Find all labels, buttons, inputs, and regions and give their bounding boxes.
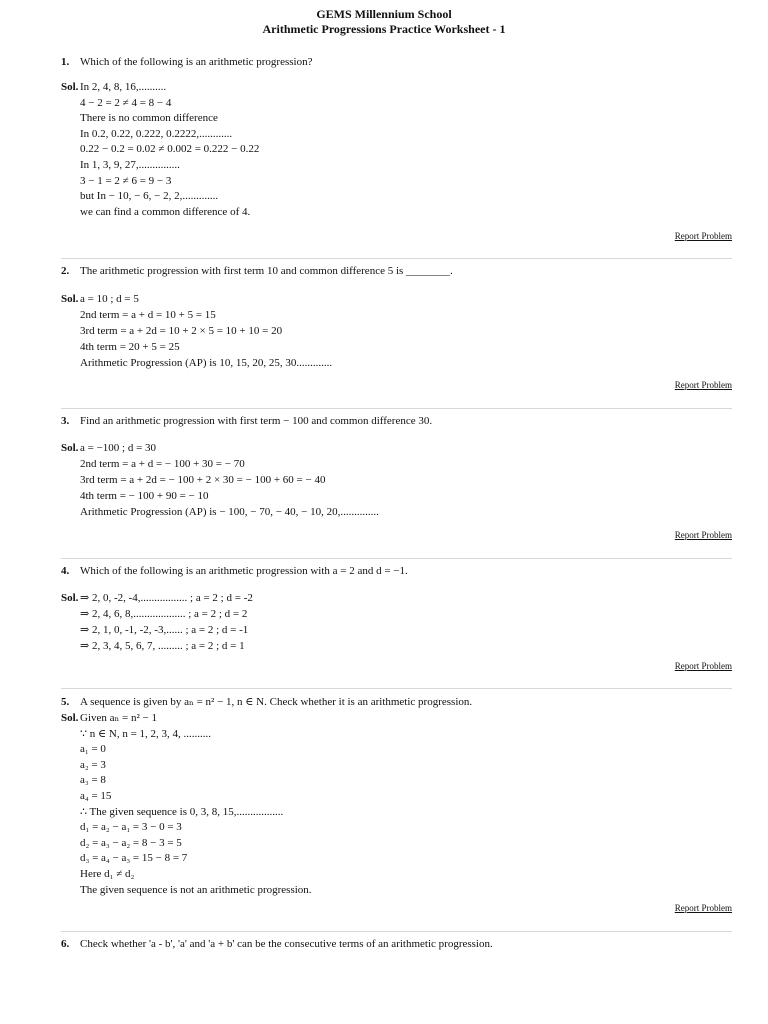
solution-line: Arithmetic Progression (AP) is 10, 15, 20, 25, 30............. [80,357,333,369]
question-text: Which of the following is an arithmetic progression? [80,56,313,68]
question-5 [61,695,732,898]
solution-line: ∵ n ∈ N, n = 1, 2, 3, 4, .......... [80,727,212,740]
question-text: Which of the following is an arithmetic progression with a = 2 and d = −1. [80,565,408,577]
report-problem-link[interactable]: Report Problem [674,661,732,671]
solution-1 [61,80,732,220]
worksheet-header [0,0,768,37]
solution-line: a₁ = 0 [80,743,106,756]
report-problem-link[interactable]: Report Problem [674,530,732,540]
solution-line: 4th term = 20 + 5 = 25 [80,341,180,353]
solution-line: There is no common difference [80,112,218,125]
solution-line: a = −100 ; d = 30 [80,442,157,454]
solution-label: Sol. [61,712,79,724]
solution-3 [61,440,732,520]
question-number: 2. [61,265,70,277]
solution-2 [61,291,732,371]
solution-line: ∴ The given sequence is 0, 3, 8, 15,................. [80,805,284,818]
solution-line: d₁ = a₂ − a₁ = 3 − 0 = 3 [80,821,182,834]
solution-line: ⇒ 2, 1, 0, -1, -2, -3,...... ; a = 2 ; d = -1 [80,624,249,636]
solution-line: Given aₙ = n² − 1 [80,712,157,724]
divider [61,688,732,689]
solution-line: In 0.2, 0.22, 0.222, 0.2222,............ [80,127,233,140]
question-text: A sequence is given by aₙ = n² − 1, n ∈ N. Check whether it is an arithmetic progression. [80,696,473,708]
question-text: The arithmetic progression with first term 10 and common difference 5 is ________. [80,265,453,277]
question-number: 3. [61,415,70,427]
worksheet-title: Arithmetic Progressions Practice Worksheet - 1 [262,22,506,36]
solution-line: Arithmetic Progression (AP) is − 100, − 70, − 40, − 10, 20,.............. [80,506,379,518]
solution-line: but In − 10, − 6, − 2, 2,............. [80,190,219,203]
question-number: 4. [61,565,70,577]
solution-line: 2nd term = a + d = 10 + 5 = 15 [80,309,216,321]
question-4 [61,564,732,654]
solution-label: Sol. [61,293,79,305]
solution-line: ⇒ 2, 4, 6, 8,................... ; a = 2 ; d = 2 [80,608,248,620]
report-problem-link[interactable]: Report Problem [674,380,732,390]
question-3 [61,414,732,520]
solution-line: In 2, 4, 8, 16,.......... [80,81,167,93]
divider [61,258,732,259]
solution-line: ⇒ 2, 0, -2, -4,................. ; a = 2 ; d = -2 [80,592,253,604]
question-2 [61,264,732,371]
question-6 [61,937,732,951]
question-number: 6. [61,938,70,950]
solution-5 [61,711,732,898]
question-number: 1. [61,56,70,68]
divider [61,931,732,932]
solution-line: a₂ = 3 [80,758,106,771]
report-problem-link[interactable]: Report Problem [674,231,732,241]
solution-line: The given sequence is not an arithmetic progression. [80,883,312,896]
solution-line: 3rd term = a + 2d = 10 + 2 × 5 = 10 + 10 = 20 [80,325,283,337]
question-1 [61,55,732,220]
solution-line: ⇒ 2, 3, 4, 5, 6, 7, ......... ; a = 2 ; d = 1 [80,640,245,652]
solution-line: 2nd term = a + d = − 100 + 30 = − 70 [80,458,245,470]
divider [61,558,732,559]
solution-line: a₃ = 8 [80,774,106,787]
solution-line: a = 10 ; d = 5 [80,293,139,305]
solution-line: 3 − 1 = 2 ≠ 6 = 9 − 3 [80,174,172,187]
solution-line: a₄ = 15 [80,789,112,802]
question-number: 5. [61,696,70,708]
solution-line: In 1, 3, 9, 27,............... [80,158,180,171]
question-text: Find an arithmetic progression with first term − 100 and common difference 30. [80,415,433,427]
question-text: Check whether 'a - b', 'a' and 'a + b' can be the consecutive terms of an arithmetic progression. [80,938,493,950]
solution-line: 4th term = − 100 + 90 = − 10 [80,490,209,502]
solution-label: Sol. [61,81,79,93]
solution-line: d₃ = a₄ − a₃ = 15 − 8 = 7 [80,852,188,865]
solution-line: 4 − 2 = 2 ≠ 4 = 8 − 4 [80,96,172,109]
report-problem-link[interactable]: Report Problem [674,903,732,913]
solution-line: d₂ = a₃ − a₂ = 8 − 3 = 5 [80,836,182,849]
divider [61,408,732,409]
solution-line: 0.22 − 0.2 = 0.02 ≠ 0.002 = 0.222 − 0.22 [80,143,260,156]
solution-4 [61,590,732,654]
school-name: GEMS Millennium School [316,7,452,21]
solution-line: Here d₁ ≠ d₂ [80,867,135,880]
solution-line: 3rd term = a + 2d = − 100 + 2 × 30 = − 100 + 60 = − 40 [80,474,326,486]
solution-line: we can find a common difference of 4. [80,205,251,218]
solution-label: Sol. [61,592,79,604]
solution-label: Sol. [61,442,79,454]
